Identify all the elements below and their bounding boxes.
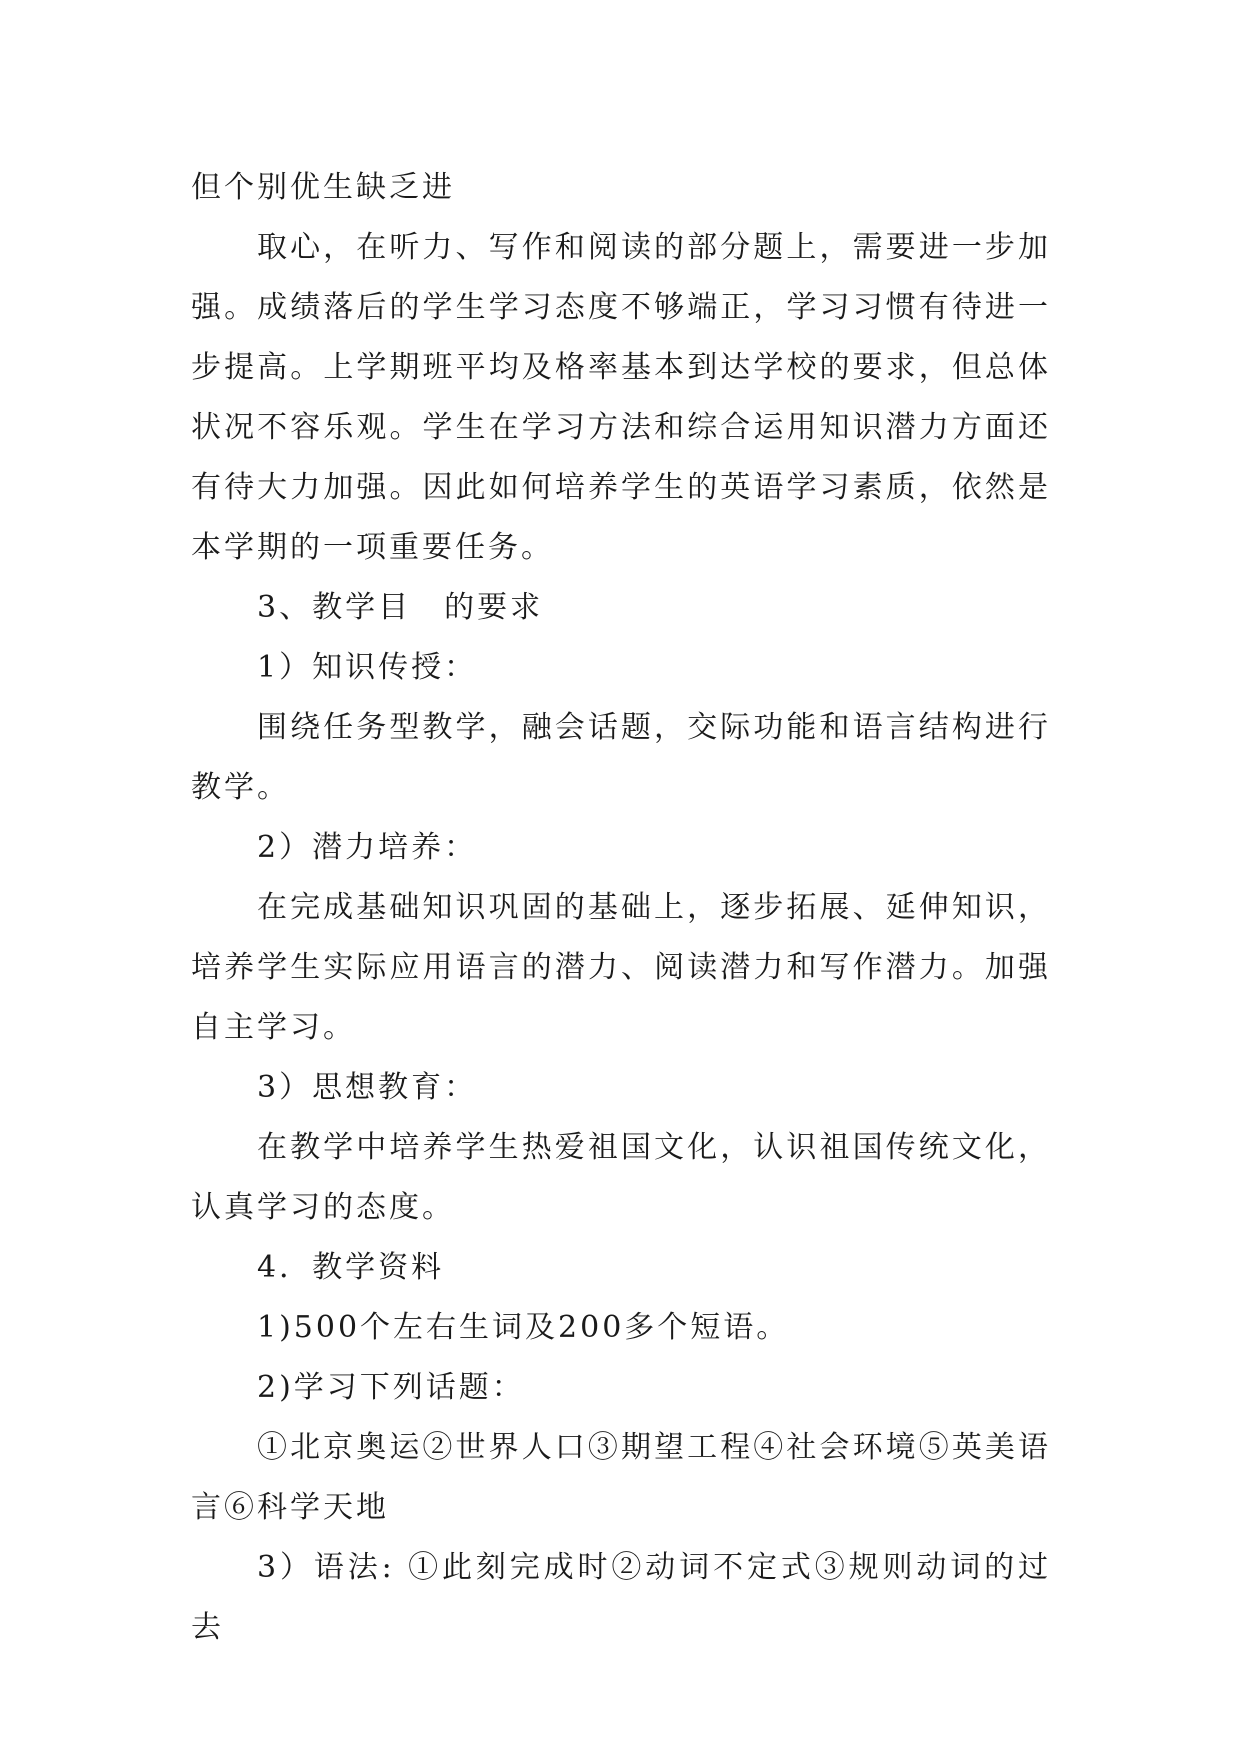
paragraph: 围绕任务型教学，融会话题，交际功能和语言结构进行教学。 — [191, 710, 1051, 805]
list-item: 3）语法: ①此刻完成时②动词不定式③规则动词的过去 — [191, 1550, 1051, 1645]
list-item: ①北京奥运②世界人口③期望工程④社会环境⑤英美语言⑥科学天地 — [191, 1430, 1051, 1525]
paragraph: 取心，在听力、写作和阅读的部分题上，需要进一步加强。成绩落后的学生学习态度不够端正，学习习惯有待进一步提高。上学期班平均及格率基本到达学校的要求，但总体状况不容乐观。学生在学习方法和综合运用知识潜力方面还有待大力加强。因此如何培养学生的英语学习素质，依然是本学期的一项重要任务。 — [191, 230, 1051, 565]
document-body — [191, 158, 1051, 1658]
list-item: 1)500个左右生词及200多个短语。 — [257, 1310, 790, 1345]
paragraph: 但个别优生缺乏进 — [191, 170, 455, 205]
paragraph: 在完成基础知识巩固的基础上，逐步拓展、延伸知识，培养学生实际应用语言的潜力、阅读潜力和写作潜力。加强自主学习。 — [191, 890, 1051, 1045]
subsection-heading: 3）思想教育： — [257, 1070, 478, 1105]
subsection-heading: 2）潜力培养： — [257, 830, 478, 865]
subsection-heading: 1）知识传授： — [257, 650, 478, 685]
paragraph: 在教学中培养学生热爱祖国文化，认识祖国传统文化，认真学习的态度。 — [191, 1130, 1051, 1225]
section-heading: 3、教学目 的要求 — [257, 590, 544, 625]
section-heading: 4．教学资料 — [257, 1250, 445, 1285]
list-item: 2)学习下列话题： — [257, 1370, 525, 1405]
